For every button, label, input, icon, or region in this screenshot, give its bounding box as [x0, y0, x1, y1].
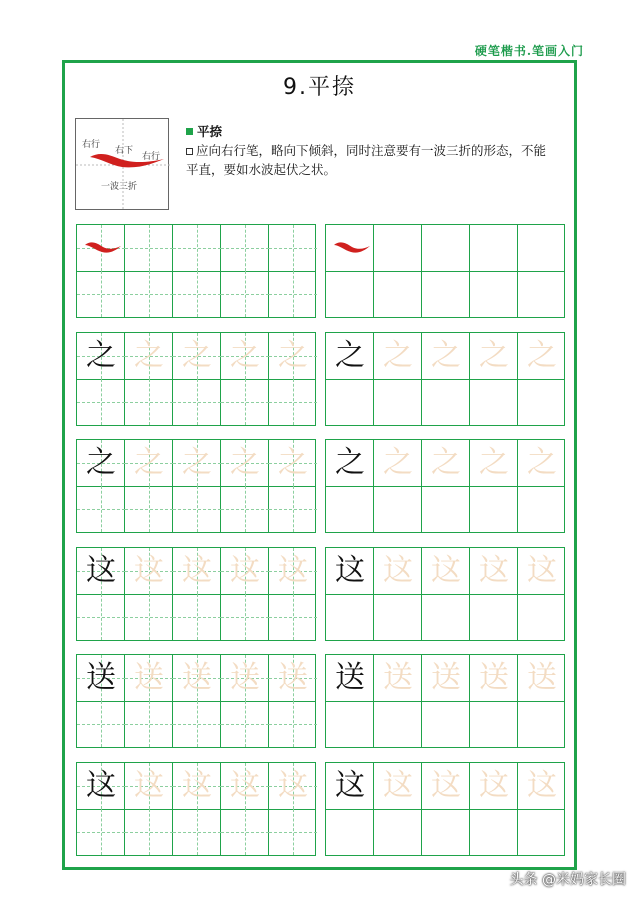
series-title: 硬笔楷书.笔画入门 [474, 44, 584, 58]
practice-cell[interactable] [125, 701, 173, 747]
practice-cell[interactable] [326, 548, 374, 594]
practice-cell[interactable] [173, 440, 221, 486]
practice-cell[interactable] [470, 271, 518, 317]
cell-guide [221, 509, 269, 510]
practice-cell[interactable] [326, 225, 374, 271]
practice-cell[interactable] [77, 225, 125, 271]
trace-character: 这 [278, 768, 308, 803]
stroke-diagram [75, 118, 169, 210]
practice-cell[interactable] [422, 809, 470, 855]
trace-character: 送 [278, 660, 308, 695]
practice-cell[interactable] [422, 271, 470, 317]
practice-cell[interactable] [77, 594, 125, 640]
trace-character: 这 [230, 553, 260, 588]
model-character: 之 [335, 445, 365, 480]
cell-guide [269, 402, 317, 403]
practice-cell[interactable] [125, 594, 173, 640]
trace-character: 这 [182, 768, 212, 803]
practice-cell[interactable] [77, 271, 125, 317]
model-character: 之 [86, 445, 116, 480]
practice-cell[interactable] [470, 701, 518, 747]
practice-cell[interactable] [269, 333, 317, 379]
practice-block-right [325, 654, 565, 748]
description-heading [186, 122, 556, 141]
practice-cell[interactable] [269, 271, 317, 317]
cell-guide [269, 724, 317, 725]
practice-cell[interactable] [125, 271, 173, 317]
practice-cell[interactable] [518, 271, 566, 317]
practice-cell[interactable] [470, 440, 518, 486]
model-character: 送 [86, 660, 116, 695]
cell-guide [77, 509, 125, 510]
cell-guide [269, 294, 317, 295]
practice-cell[interactable] [269, 763, 317, 809]
practice-cell[interactable] [518, 548, 566, 594]
practice-cell[interactable] [269, 655, 317, 701]
trace-character: 之 [383, 338, 413, 373]
trace-character: 之 [383, 445, 413, 480]
description-body-text: 应向右行笔，略向下倾斜，同时注意要有一波三折的形态，不能平直，要如水波起伏之状。 [186, 143, 547, 177]
practice-cell[interactable] [221, 809, 269, 855]
practice-cell[interactable] [326, 763, 374, 809]
practice-cell[interactable] [221, 486, 269, 532]
trace-character: 这 [134, 553, 164, 588]
practice-cell[interactable] [125, 548, 173, 594]
practice-cell[interactable] [77, 379, 125, 425]
trace-character: 送 [134, 660, 164, 695]
trace-character: 这 [527, 768, 557, 803]
practice-cell[interactable] [518, 594, 566, 640]
trace-character: 这 [278, 553, 308, 588]
practice-cell[interactable] [125, 440, 173, 486]
trace-character: 之 [431, 338, 461, 373]
cell-guide [221, 832, 269, 833]
practice-cell[interactable] [221, 701, 269, 747]
practice-cell[interactable] [221, 594, 269, 640]
practice-block-left [76, 439, 316, 533]
trace-character: 之 [134, 338, 164, 373]
practice-cell[interactable] [422, 440, 470, 486]
practice-block-left [76, 654, 316, 748]
practice-cell[interactable] [470, 486, 518, 532]
trace-character: 这 [383, 768, 413, 803]
practice-cell[interactable] [422, 486, 470, 532]
practice-cell[interactable] [221, 333, 269, 379]
practice-cell[interactable] [221, 271, 269, 317]
trace-character: 送 [527, 660, 557, 695]
trace-character: 送 [383, 660, 413, 695]
practice-cell[interactable] [470, 225, 518, 271]
practice-block-right [325, 762, 565, 856]
model-stroke [77, 225, 125, 271]
model-character: 这 [86, 553, 116, 588]
practice-cell[interactable] [422, 763, 470, 809]
practice-cell[interactable] [326, 271, 374, 317]
trace-character: 这 [527, 553, 557, 588]
practice-block-left [76, 332, 316, 426]
trace-character: 这 [134, 768, 164, 803]
practice-cell[interactable] [77, 701, 125, 747]
practice-cell[interactable] [374, 271, 422, 317]
model-stroke [326, 225, 374, 271]
practice-cell[interactable] [173, 486, 221, 532]
practice-cell[interactable] [173, 225, 221, 271]
cell-guide [221, 402, 269, 403]
practice-cell[interactable] [374, 594, 422, 640]
description-body [186, 141, 556, 179]
cell-guide [173, 294, 221, 295]
practice-cell[interactable] [374, 333, 422, 379]
practice-cell[interactable] [326, 333, 374, 379]
practice-cell[interactable] [326, 486, 374, 532]
practice-cell[interactable] [470, 655, 518, 701]
cell-guide [221, 248, 269, 249]
trace-character: 这 [479, 553, 509, 588]
practice-cell[interactable] [518, 440, 566, 486]
label-right-b: 右行 [142, 152, 161, 162]
practice-cell[interactable] [326, 701, 374, 747]
model-character: 送 [335, 660, 365, 695]
trace-character: 送 [230, 660, 260, 695]
practice-cell[interactable] [125, 809, 173, 855]
practice-cell[interactable] [518, 333, 566, 379]
cell-guide [221, 724, 269, 725]
practice-cell[interactable] [326, 440, 374, 486]
practice-block-right [325, 439, 565, 533]
practice-cell[interactable] [77, 486, 125, 532]
practice-cell[interactable] [173, 809, 221, 855]
practice-cell[interactable] [422, 548, 470, 594]
practice-cell[interactable] [269, 548, 317, 594]
trace-character: 送 [182, 660, 212, 695]
cell-guide [77, 832, 125, 833]
trace-character: 这 [383, 553, 413, 588]
practice-cell[interactable] [173, 271, 221, 317]
cell-guide [77, 294, 125, 295]
practice-cell[interactable] [374, 225, 422, 271]
practice-block-left [76, 547, 316, 641]
practice-cell[interactable] [326, 379, 374, 425]
label-right-a: 右行 [82, 140, 101, 150]
practice-cell[interactable] [470, 594, 518, 640]
trace-character: 这 [479, 768, 509, 803]
description [186, 122, 556, 179]
cell-guide [269, 832, 317, 833]
practice-cell[interactable] [374, 440, 422, 486]
practice-cell[interactable] [326, 809, 374, 855]
trace-character: 之 [278, 338, 308, 373]
bullet-box-icon [186, 148, 193, 155]
practice-cell[interactable] [374, 655, 422, 701]
cell-guide [173, 402, 221, 403]
cell-guide [125, 832, 173, 833]
practice-block-left [76, 224, 316, 318]
trace-character: 之 [134, 445, 164, 480]
watermark: 头条 @米妈家长圈 [509, 872, 626, 888]
practice-cell[interactable] [374, 486, 422, 532]
practice-cell[interactable] [422, 655, 470, 701]
practice-cell[interactable] [125, 225, 173, 271]
practice-cell[interactable] [269, 701, 317, 747]
practice-cell[interactable] [221, 548, 269, 594]
practice-cell[interactable] [470, 333, 518, 379]
practice-block-right [325, 547, 565, 641]
practice-cell[interactable] [470, 548, 518, 594]
practice-cell[interactable] [173, 701, 221, 747]
practice-cell[interactable] [221, 763, 269, 809]
cell-guide [173, 832, 221, 833]
cell-guide [125, 248, 173, 249]
practice-cell[interactable] [173, 763, 221, 809]
model-character: 这 [86, 768, 116, 803]
cell-guide [269, 248, 317, 249]
trace-character: 之 [230, 445, 260, 480]
practice-cell[interactable] [173, 594, 221, 640]
bullet-square-icon [186, 128, 193, 135]
trace-character: 这 [182, 553, 212, 588]
lesson-title: 9.平捺 [283, 75, 356, 100]
cell-guide [125, 724, 173, 725]
practice-cell[interactable] [470, 379, 518, 425]
practice-cell[interactable] [326, 655, 374, 701]
trace-character: 之 [527, 338, 557, 373]
practice-cell[interactable] [422, 379, 470, 425]
trace-character: 这 [431, 553, 461, 588]
practice-cell[interactable] [518, 225, 566, 271]
practice-cell[interactable] [374, 763, 422, 809]
practice-cell[interactable] [269, 225, 317, 271]
practice-cell[interactable] [374, 548, 422, 594]
model-character: 这 [335, 768, 365, 803]
trace-character: 之 [431, 445, 461, 480]
practice-cell[interactable] [125, 763, 173, 809]
practice-cell[interactable] [77, 440, 125, 486]
model-character: 这 [335, 553, 365, 588]
trace-character: 送 [479, 660, 509, 695]
practice-cell[interactable] [422, 594, 470, 640]
cell-guide [221, 617, 269, 618]
diagram-caption: 一波三折 [101, 182, 138, 192]
trace-character: 之 [479, 338, 509, 373]
practice-cell[interactable] [518, 701, 566, 747]
trace-character: 之 [230, 338, 260, 373]
practice-cell[interactable] [518, 809, 566, 855]
description-heading-text: 平捺 [197, 124, 223, 139]
practice-cell[interactable] [470, 809, 518, 855]
practice-cell[interactable] [173, 655, 221, 701]
practice-cell[interactable] [221, 655, 269, 701]
practice-cell[interactable] [77, 548, 125, 594]
practice-cell[interactable] [269, 594, 317, 640]
practice-cell[interactable] [221, 225, 269, 271]
model-character: 之 [335, 338, 365, 373]
practice-cell[interactable] [173, 333, 221, 379]
cell-guide [173, 509, 221, 510]
practice-cell[interactable] [125, 486, 173, 532]
cell-guide [173, 617, 221, 618]
practice-block-left [76, 762, 316, 856]
trace-character: 之 [479, 445, 509, 480]
practice-cell[interactable] [518, 379, 566, 425]
practice-cell[interactable] [374, 379, 422, 425]
cell-guide [125, 617, 173, 618]
practice-cell[interactable] [518, 763, 566, 809]
practice-cell[interactable] [269, 379, 317, 425]
trace-character: 这 [230, 768, 260, 803]
cell-guide [173, 248, 221, 249]
cell-guide [173, 724, 221, 725]
cell-guide [269, 617, 317, 618]
cell-guide [125, 294, 173, 295]
practice-cell[interactable] [221, 379, 269, 425]
model-character: 之 [86, 338, 116, 373]
practice-cell[interactable] [518, 655, 566, 701]
trace-character: 之 [278, 445, 308, 480]
cell-guide [77, 402, 125, 403]
practice-cell[interactable] [125, 379, 173, 425]
trace-character: 送 [431, 660, 461, 695]
cell-guide [77, 617, 125, 618]
practice-cell[interactable] [269, 440, 317, 486]
trace-character: 之 [182, 445, 212, 480]
practice-cell[interactable] [125, 333, 173, 379]
cell-guide [77, 724, 125, 725]
practice-cell[interactable] [173, 548, 221, 594]
practice-block-right [325, 332, 565, 426]
practice-cell[interactable] [173, 379, 221, 425]
practice-cell[interactable] [77, 333, 125, 379]
stroke-diagram-svg [76, 119, 170, 211]
trace-character: 之 [182, 338, 212, 373]
practice-cell[interactable] [269, 486, 317, 532]
practice-cell[interactable] [326, 594, 374, 640]
practice-cell[interactable] [77, 655, 125, 701]
label-right-down: 右下 [115, 146, 134, 156]
practice-block-right [325, 224, 565, 318]
practice-cell[interactable] [518, 486, 566, 532]
cell-guide [269, 509, 317, 510]
practice-cell[interactable] [422, 225, 470, 271]
practice-cell[interactable] [470, 763, 518, 809]
practice-cell[interactable] [374, 701, 422, 747]
trace-character: 之 [527, 445, 557, 480]
cell-guide [125, 402, 173, 403]
practice-cell[interactable] [77, 809, 125, 855]
trace-character: 这 [431, 768, 461, 803]
cell-guide [125, 509, 173, 510]
practice-cell[interactable] [221, 440, 269, 486]
practice-cell[interactable] [125, 655, 173, 701]
practice-cell[interactable] [422, 333, 470, 379]
practice-cell[interactable] [422, 701, 470, 747]
practice-cell[interactable] [269, 809, 317, 855]
practice-cell[interactable] [77, 763, 125, 809]
practice-cell[interactable] [374, 809, 422, 855]
cell-guide [221, 294, 269, 295]
